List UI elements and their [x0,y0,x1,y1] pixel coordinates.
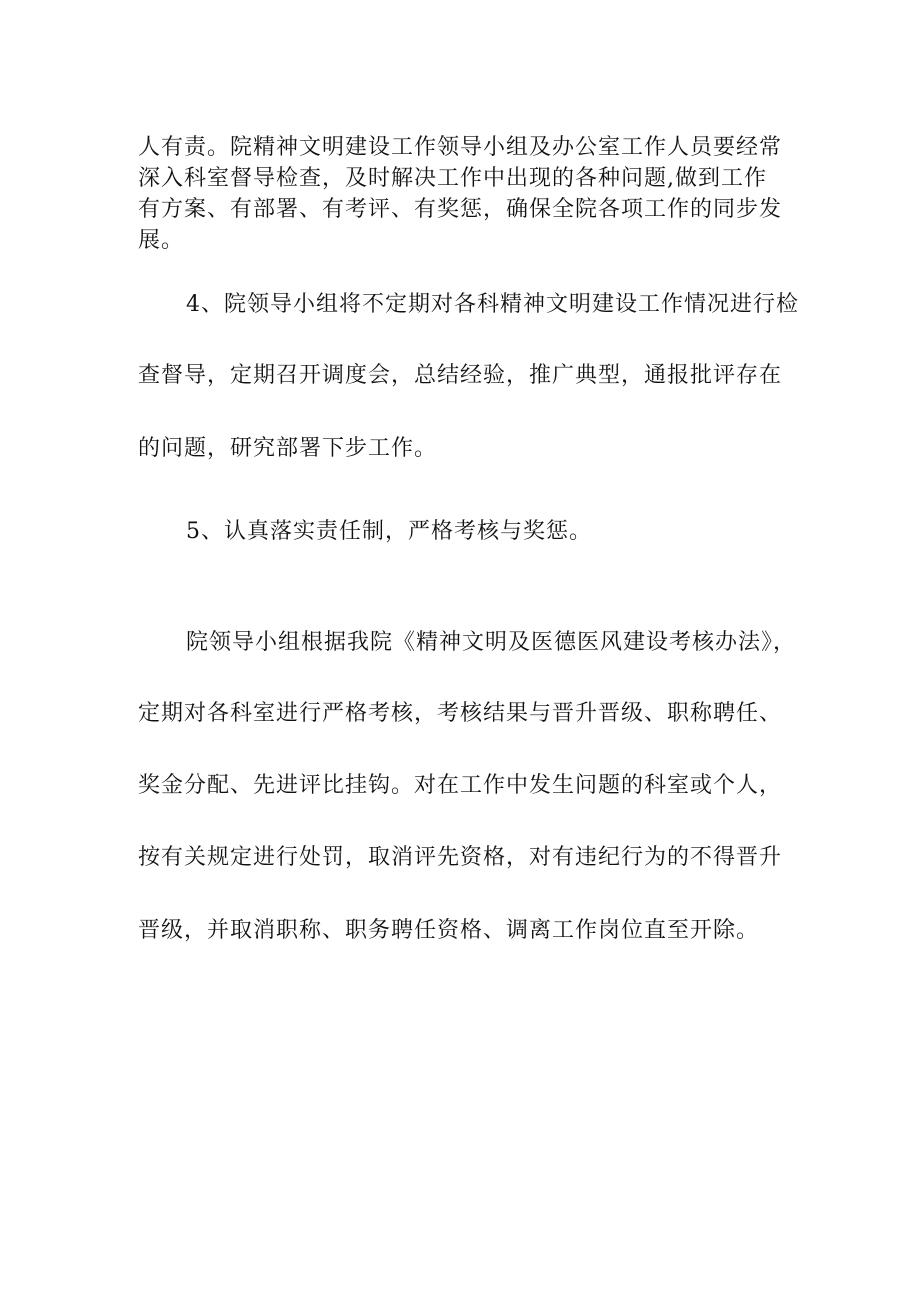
section-heading-5: 5、认真落实责任制，严格考核与奖惩。 [186,519,592,544]
p3-line-2: 定期对各科室进行严格考核，考核结果与晋升晋级、职称聘任、 [138,701,783,726]
p3-line-4: 按有关规定进行处罚，取消评先资格，对有违纪行为的不得晋升 [138,845,783,870]
p2-line-1: 4、院领导小组将不定期对各科精神文明建设工作情况进行检 [186,292,799,317]
p1-line-3: 有方案、有部署、有考评、有奖惩，确保全院各项工作的同步发 [138,197,783,222]
p2-line-2: 查督导，定期召开调度会，总结经验，推广典型，通报批评存在 [138,363,783,388]
p1-line-2: 深入科室督导检查，及时解决工作中出现的各种问题,做到工作 [138,166,767,191]
p3-line-1: 院领导小组根据我院《精神文明及医德医风建设考核办法》， [186,630,797,655]
p3-line-3: 奖金分配、先进评比挂钩。对在工作中发生问题的科室或个人， [138,773,783,798]
p3-line-5: 晋级，并取消职称、职务聘任资格、调离工作岗位直至开除。 [138,918,760,943]
p1-line-1: 人有责。院精神文明建设工作领导小组及办公室工作人员要经常 [138,135,783,160]
p1-line-4: 展。 [138,228,185,253]
p2-line-3: 的问题，研究部署下步工作。 [138,436,438,461]
